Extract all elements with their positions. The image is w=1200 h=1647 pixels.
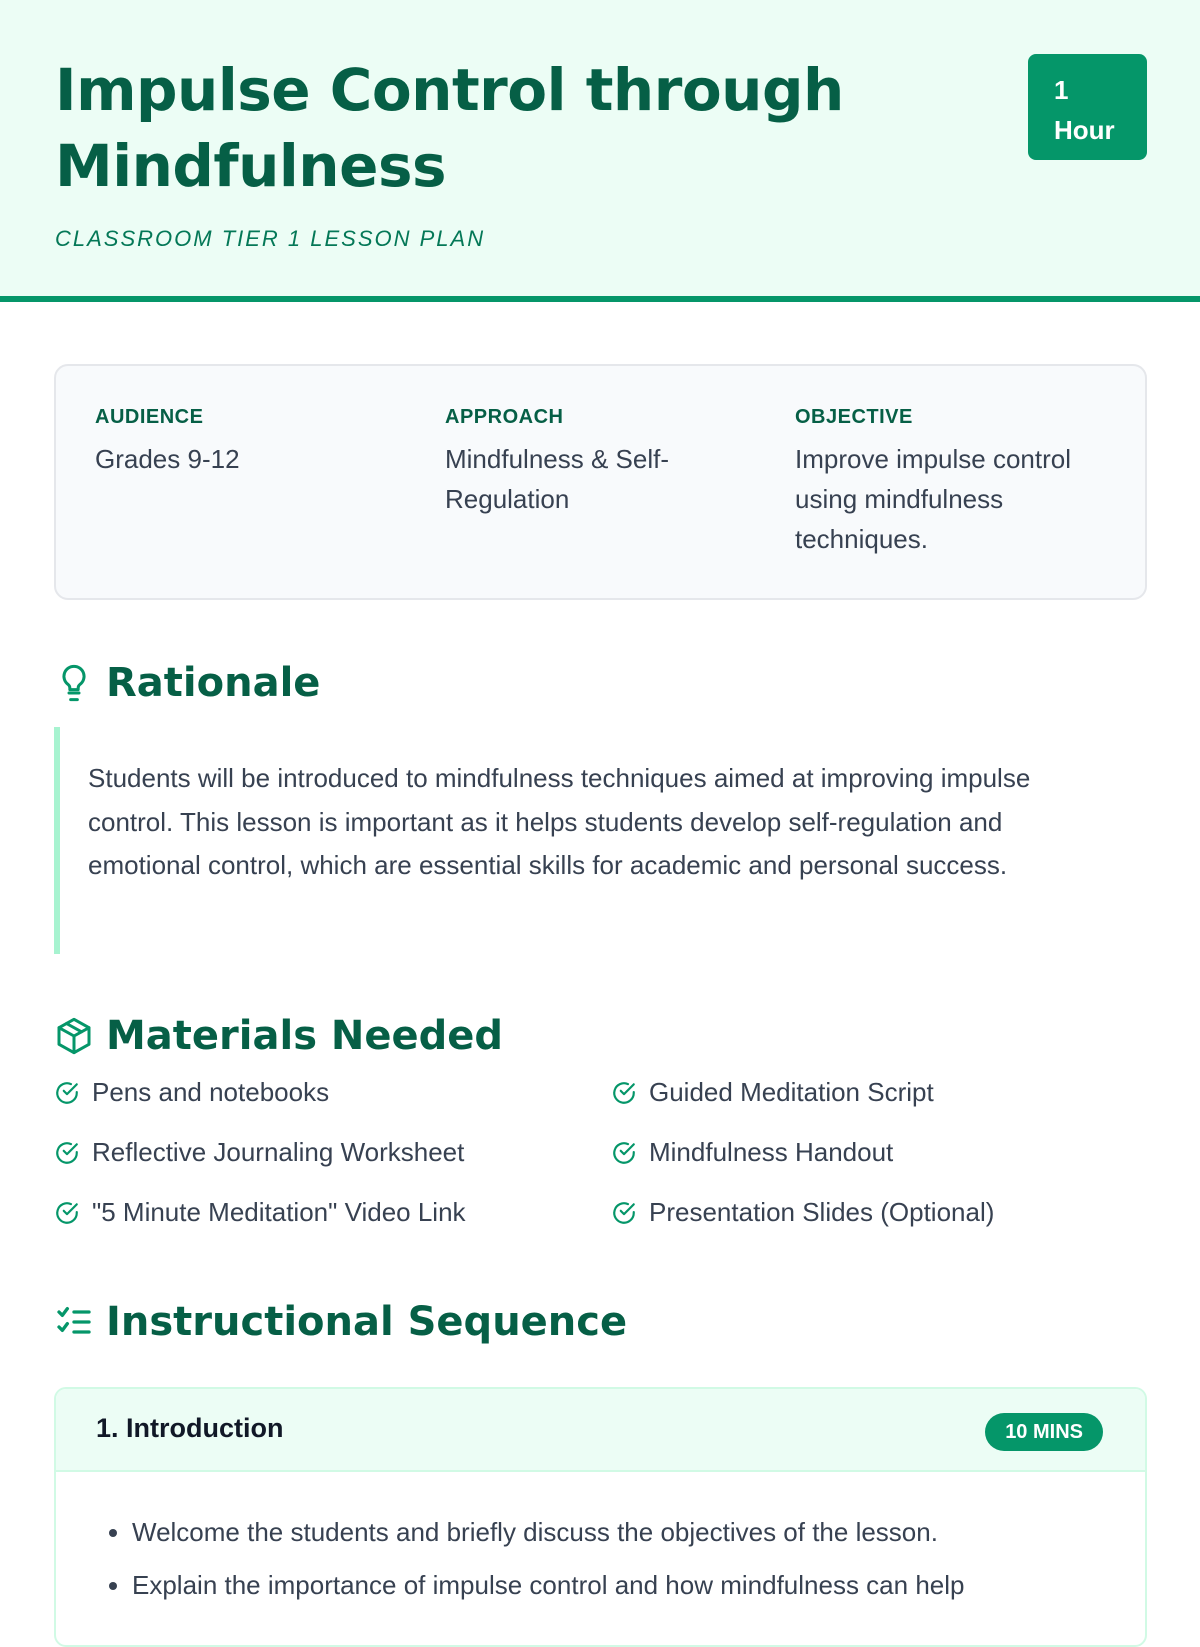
check-circle-icon: [54, 1200, 80, 1226]
sequence-title: Instructional Sequence: [106, 1299, 628, 1345]
duration-number: 1: [1054, 75, 1069, 105]
info-approach-value: Mindfulness & Self-Regulation: [445, 444, 669, 514]
duration-badge: [1028, 54, 1147, 160]
step-card-introduction: [54, 1387, 1147, 1647]
materials-title: Materials Needed: [106, 1013, 504, 1059]
check-circle-icon: [611, 1140, 637, 1166]
lightbulb-icon: [54, 663, 94, 703]
step-title: 1. Introduction: [96, 1413, 284, 1443]
duration-unit: Hour: [1054, 115, 1115, 145]
rationale-text: Students will be introduced to mindfulness techniques aimed at improving impulse control. This lesson is important as it helps students develop self-regulation and emotional control, which are essential skills for academic and personal success.: [54, 727, 1054, 954]
list-item: [54, 1077, 329, 1108]
info-objective-label: OBJECTIVE: [795, 406, 913, 428]
list-item: • Explain the importance of impulse control and how mindfulness can help: [132, 1559, 1145, 1612]
material-label: Presentation Slides (Optional): [649, 1197, 995, 1227]
page-subtitle: CLASSROOM TIER 1 LESSON PLAN: [55, 226, 486, 251]
material-label: Reflective Journaling Worksheet: [92, 1137, 465, 1167]
material-label: Pens and notebooks: [92, 1077, 330, 1107]
list-item: [611, 1197, 994, 1228]
step-bullet-list: [56, 1472, 1145, 1612]
check-circle-icon: [54, 1080, 80, 1106]
sequence-heading: [54, 1299, 627, 1345]
step-header: [56, 1389, 1145, 1472]
check-circle-icon: [611, 1080, 637, 1106]
rationale-title: Rationale: [106, 660, 321, 706]
materials-heading: [54, 1013, 503, 1059]
material-label: "5 Minute Meditation" Video Link: [92, 1197, 466, 1227]
list-item: [611, 1077, 934, 1108]
lesson-header: [0, 0, 1200, 302]
material-label: Mindfulness Handout: [649, 1137, 894, 1167]
package-icon: [54, 1016, 94, 1056]
page-title: Impulse Control through Mindfulness: [55, 56, 844, 200]
material-label: Guided Meditation Script: [649, 1077, 934, 1107]
lesson-info-card: [54, 364, 1147, 600]
info-audience-value: Grades 9-12: [95, 444, 240, 474]
rationale-heading: [54, 660, 320, 706]
list-item: [54, 1137, 464, 1168]
info-approach: [445, 406, 725, 519]
checklist-icon: [54, 1302, 94, 1342]
info-audience-label: AUDIENCE: [95, 406, 204, 428]
check-circle-icon: [54, 1140, 80, 1166]
info-approach-label: APPROACH: [445, 406, 564, 428]
check-circle-icon: [611, 1200, 637, 1226]
info-audience: [95, 406, 415, 479]
list-item: [611, 1137, 893, 1168]
info-objective: [795, 406, 1115, 559]
info-objective-value: Improve impulse control using mindfulness techniques.: [795, 444, 1071, 554]
list-item: [54, 1197, 466, 1228]
list-item: • Welcome the students and briefly discuss the objectives of the lesson.: [132, 1506, 1145, 1559]
step-duration-badge: 10 MINS: [985, 1413, 1103, 1451]
